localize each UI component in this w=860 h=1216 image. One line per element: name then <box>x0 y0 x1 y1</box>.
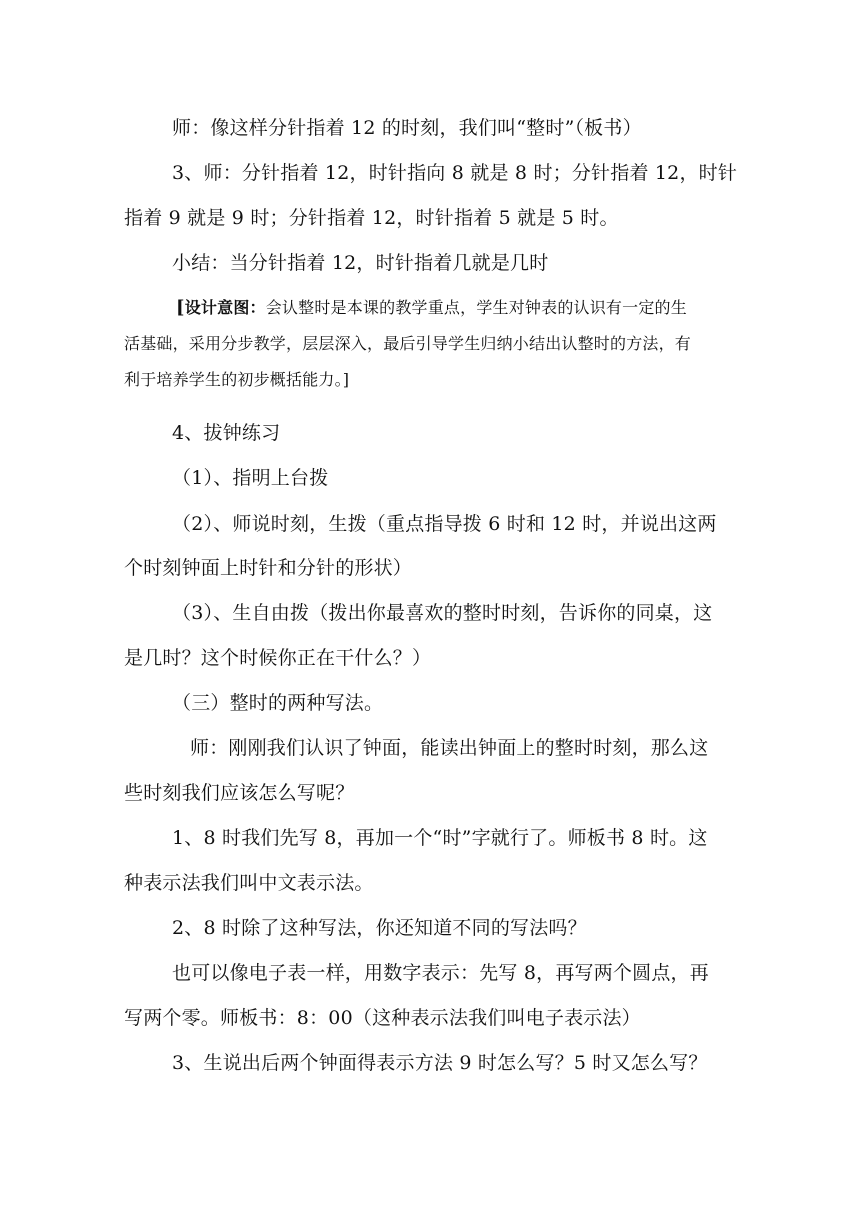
paragraph-line: 写两个零。师板书：8：00（这种表示法我们叫电子表示法） <box>124 1007 641 1029</box>
paragraph-line: 也可以像电子表一样，用数字表示：先写 8，再写两个圆点，再 <box>172 962 709 984</box>
list-item: （3）、生自由拨（拨出你最喜欢的整时时刻，告诉你的同桌，这 <box>172 602 713 624</box>
paragraph-line: 种表示法我们叫中文表示法。 <box>124 872 374 894</box>
design-intent-line: 活基础，采用分步教学，层层深入，最后引导学生归纳小结出认整时的方法，有 <box>124 334 692 353</box>
paragraph-line: 3、师：分针指着 12，时针指向 8 就是 8 时；分针指着 12，时针 <box>172 162 738 184</box>
paragraph-line: 2、8 时除了这种写法，你还知道不同的写法吗？ <box>172 917 587 939</box>
list-item: （1）、指明上台拨 <box>172 467 329 489</box>
paragraph-line: 师：刚刚我们认识了钟面，能读出钟面上的整时时刻，那么这 <box>190 737 709 759</box>
design-intent-text: 会认整时是本课的教学重点，学生对钟表的认识有一定的生 <box>265 298 687 317</box>
paragraph-line: 师：像这样分针指着 12 的时刻，我们叫“整时”（板书） <box>172 117 642 139</box>
paragraph-line: 1、8 时我们先写 8，再加一个“时”字就行了。师板书 8 时。这 <box>172 827 708 849</box>
summary-line: 小结：当分针指着 12，时针指着几就是几时 <box>172 252 549 274</box>
list-item: （2）、师说时刻，生拨（重点指导拨 6 时和 12 时，并说出这两 <box>172 513 717 535</box>
paragraph-line: 指着 9 就是 9 时；分针指着 12，时针指着 5 就是 5 时。 <box>124 207 619 229</box>
section-heading: 4、拔钟练习 <box>172 422 281 444</box>
paragraph-line: 些时刻我们应该怎么写呢？ <box>124 782 355 804</box>
design-intent-line: 利于培养学生的初步概括能力。] <box>124 370 350 389</box>
list-item-continued: 个时刻钟面上时针和分针的形状） <box>124 557 413 579</box>
design-intent-line: [设计意图：会认整时是本课的教学重点，学生对钟表的认识有一定的生 <box>176 297 687 318</box>
list-item-continued: 是几时？这个时候你正在干什么？） <box>124 647 432 669</box>
paragraph-line: 3、生说出后两个钟面得表示方法 9 时怎么写？5 时又怎么写？ <box>172 1052 708 1074</box>
design-intent-label: 设计意图： <box>184 298 266 317</box>
section-heading: （三）整时的两种写法。 <box>172 692 384 714</box>
